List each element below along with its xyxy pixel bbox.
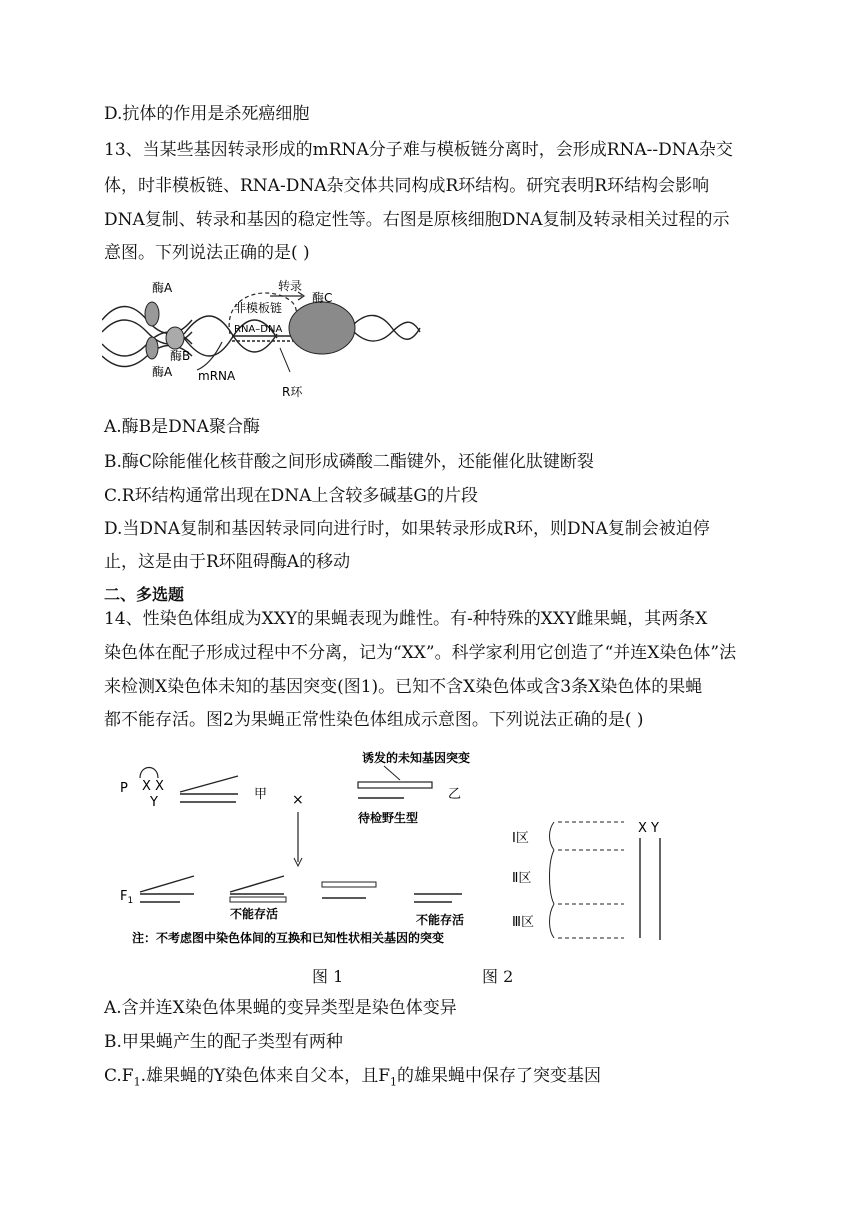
option-c-q13: C.R环结构通常出现在DNA上含较多碱基G的片段 xyxy=(104,486,478,506)
yi-label: 乙 xyxy=(448,787,462,802)
enzyme-c-label: 酶C xyxy=(312,291,333,305)
enzyme-a-bottom-shape xyxy=(146,337,158,359)
region-3-label: Ⅲ区 xyxy=(512,915,534,930)
enzyme-b-shape xyxy=(166,327,184,349)
enzyme-a-top-shape xyxy=(145,302,159,326)
xx-label: X X xyxy=(142,779,164,794)
option-d-q13-line1: D.当DNA复制和基因转录同向进行时，如果转录形成R环，则DNA复制会被迫停 xyxy=(104,519,710,539)
option-c-q14: $C.F_1$.雄果蝇的Y染色体来自父本，且$F_1$的雄果蝇中保存了突变基因 xyxy=(104,1066,602,1089)
question-14-line4: 都不能存活。图2为果蝇正常性染色体组成示意图。下列说法正确的是( ) xyxy=(104,710,644,730)
option-b-q13: B.酶C除能催化核苷酸之间形成磷酸二酯键外，还能催化肽键断裂 xyxy=(104,452,594,472)
wild-type-label: 待检野生型 xyxy=(358,811,419,825)
enzyme-a-bottom-label: 酶A xyxy=(152,365,173,379)
mutation-label: 诱发的未知基因突变 xyxy=(362,751,471,765)
transcription-label: 转录 xyxy=(278,279,303,293)
option-a-q13: A.酶B是DNA聚合酶 xyxy=(104,417,260,437)
cross-label: × xyxy=(292,792,304,808)
jia-label: 甲 xyxy=(254,787,268,802)
enzyme-a-top-label: 酶A xyxy=(152,281,173,295)
question-13-line1: 13、当某些基因转录形成的mRNA分子难与模板链分离时，会形成RNA--DNA杂交 xyxy=(104,140,733,160)
p-label: P xyxy=(120,781,128,796)
fruit-fly-chromosome-figures xyxy=(104,742,692,952)
dna-replication-figure xyxy=(102,272,422,402)
question-13-line2: 体，时非模板链、RNA-DNA杂交体共同构成R环结构。研究表明R环结构会影响 xyxy=(104,176,710,196)
xy-label: X Y xyxy=(638,821,659,836)
section-heading-multiple-choice: 二、多选题 xyxy=(104,585,185,604)
region-2-label: Ⅱ区 xyxy=(512,871,532,886)
question-14-line1: 14、性染色体组成为XXY的果蝇表现为雌性。有-种特殊的XXY雌果蝇，其两条X xyxy=(104,609,708,629)
f1-label: $F_1$ xyxy=(120,889,134,906)
enzyme-b-label: 酶B xyxy=(170,349,191,363)
rna-dna-label: RNA–DNA xyxy=(234,324,283,335)
question-13-line4: 意图。下列说法正确的是( ) xyxy=(104,243,310,263)
figure-note: 注：不考虑图中染色体间的互换和已知性状相关基因的突变 xyxy=(132,931,445,945)
option-d-q13-line2: 止，这是由于R环阻碍酶A的移动 xyxy=(104,552,351,572)
question-13-line3: DNA复制、转录和基因的稳定性等。右图是原核细胞DNA复制及转录相关过程的示 xyxy=(104,210,730,230)
y-label: Y xyxy=(150,795,158,810)
option-a-q14: A.含并连X染色体果蝇的变异类型是染色体变异 xyxy=(104,998,457,1018)
cannot-survive-1: 不能存活 xyxy=(230,907,279,921)
non-template-label: 非模板链 xyxy=(234,301,283,315)
region-1-label: Ⅰ区 xyxy=(512,831,529,846)
enzyme-c-shape xyxy=(289,302,355,354)
mrna-label: mRNA xyxy=(198,369,236,383)
cannot-survive-2: 不能存活 xyxy=(416,913,465,927)
option-b-q14: B.甲果蝇产生的配子类型有两种 xyxy=(104,1032,343,1052)
r-loop-label: R环 xyxy=(282,385,303,399)
question-14-line3: 来检测X染色体未知的基因突变(图1)。已知不含X染色体或含3条X染色体的果蝇 xyxy=(104,677,703,697)
question-14-line2: 染色体在配子形成过程中不分离，记为“XX”。科学家利用它创造了“并连X染色体”法 xyxy=(104,643,737,663)
caption-figure-1: 图 1 xyxy=(312,967,344,986)
option-d-q12: D.抗体的作用是杀死癌细胞 xyxy=(104,104,310,124)
caption-figure-2: 图 2 xyxy=(482,967,514,986)
